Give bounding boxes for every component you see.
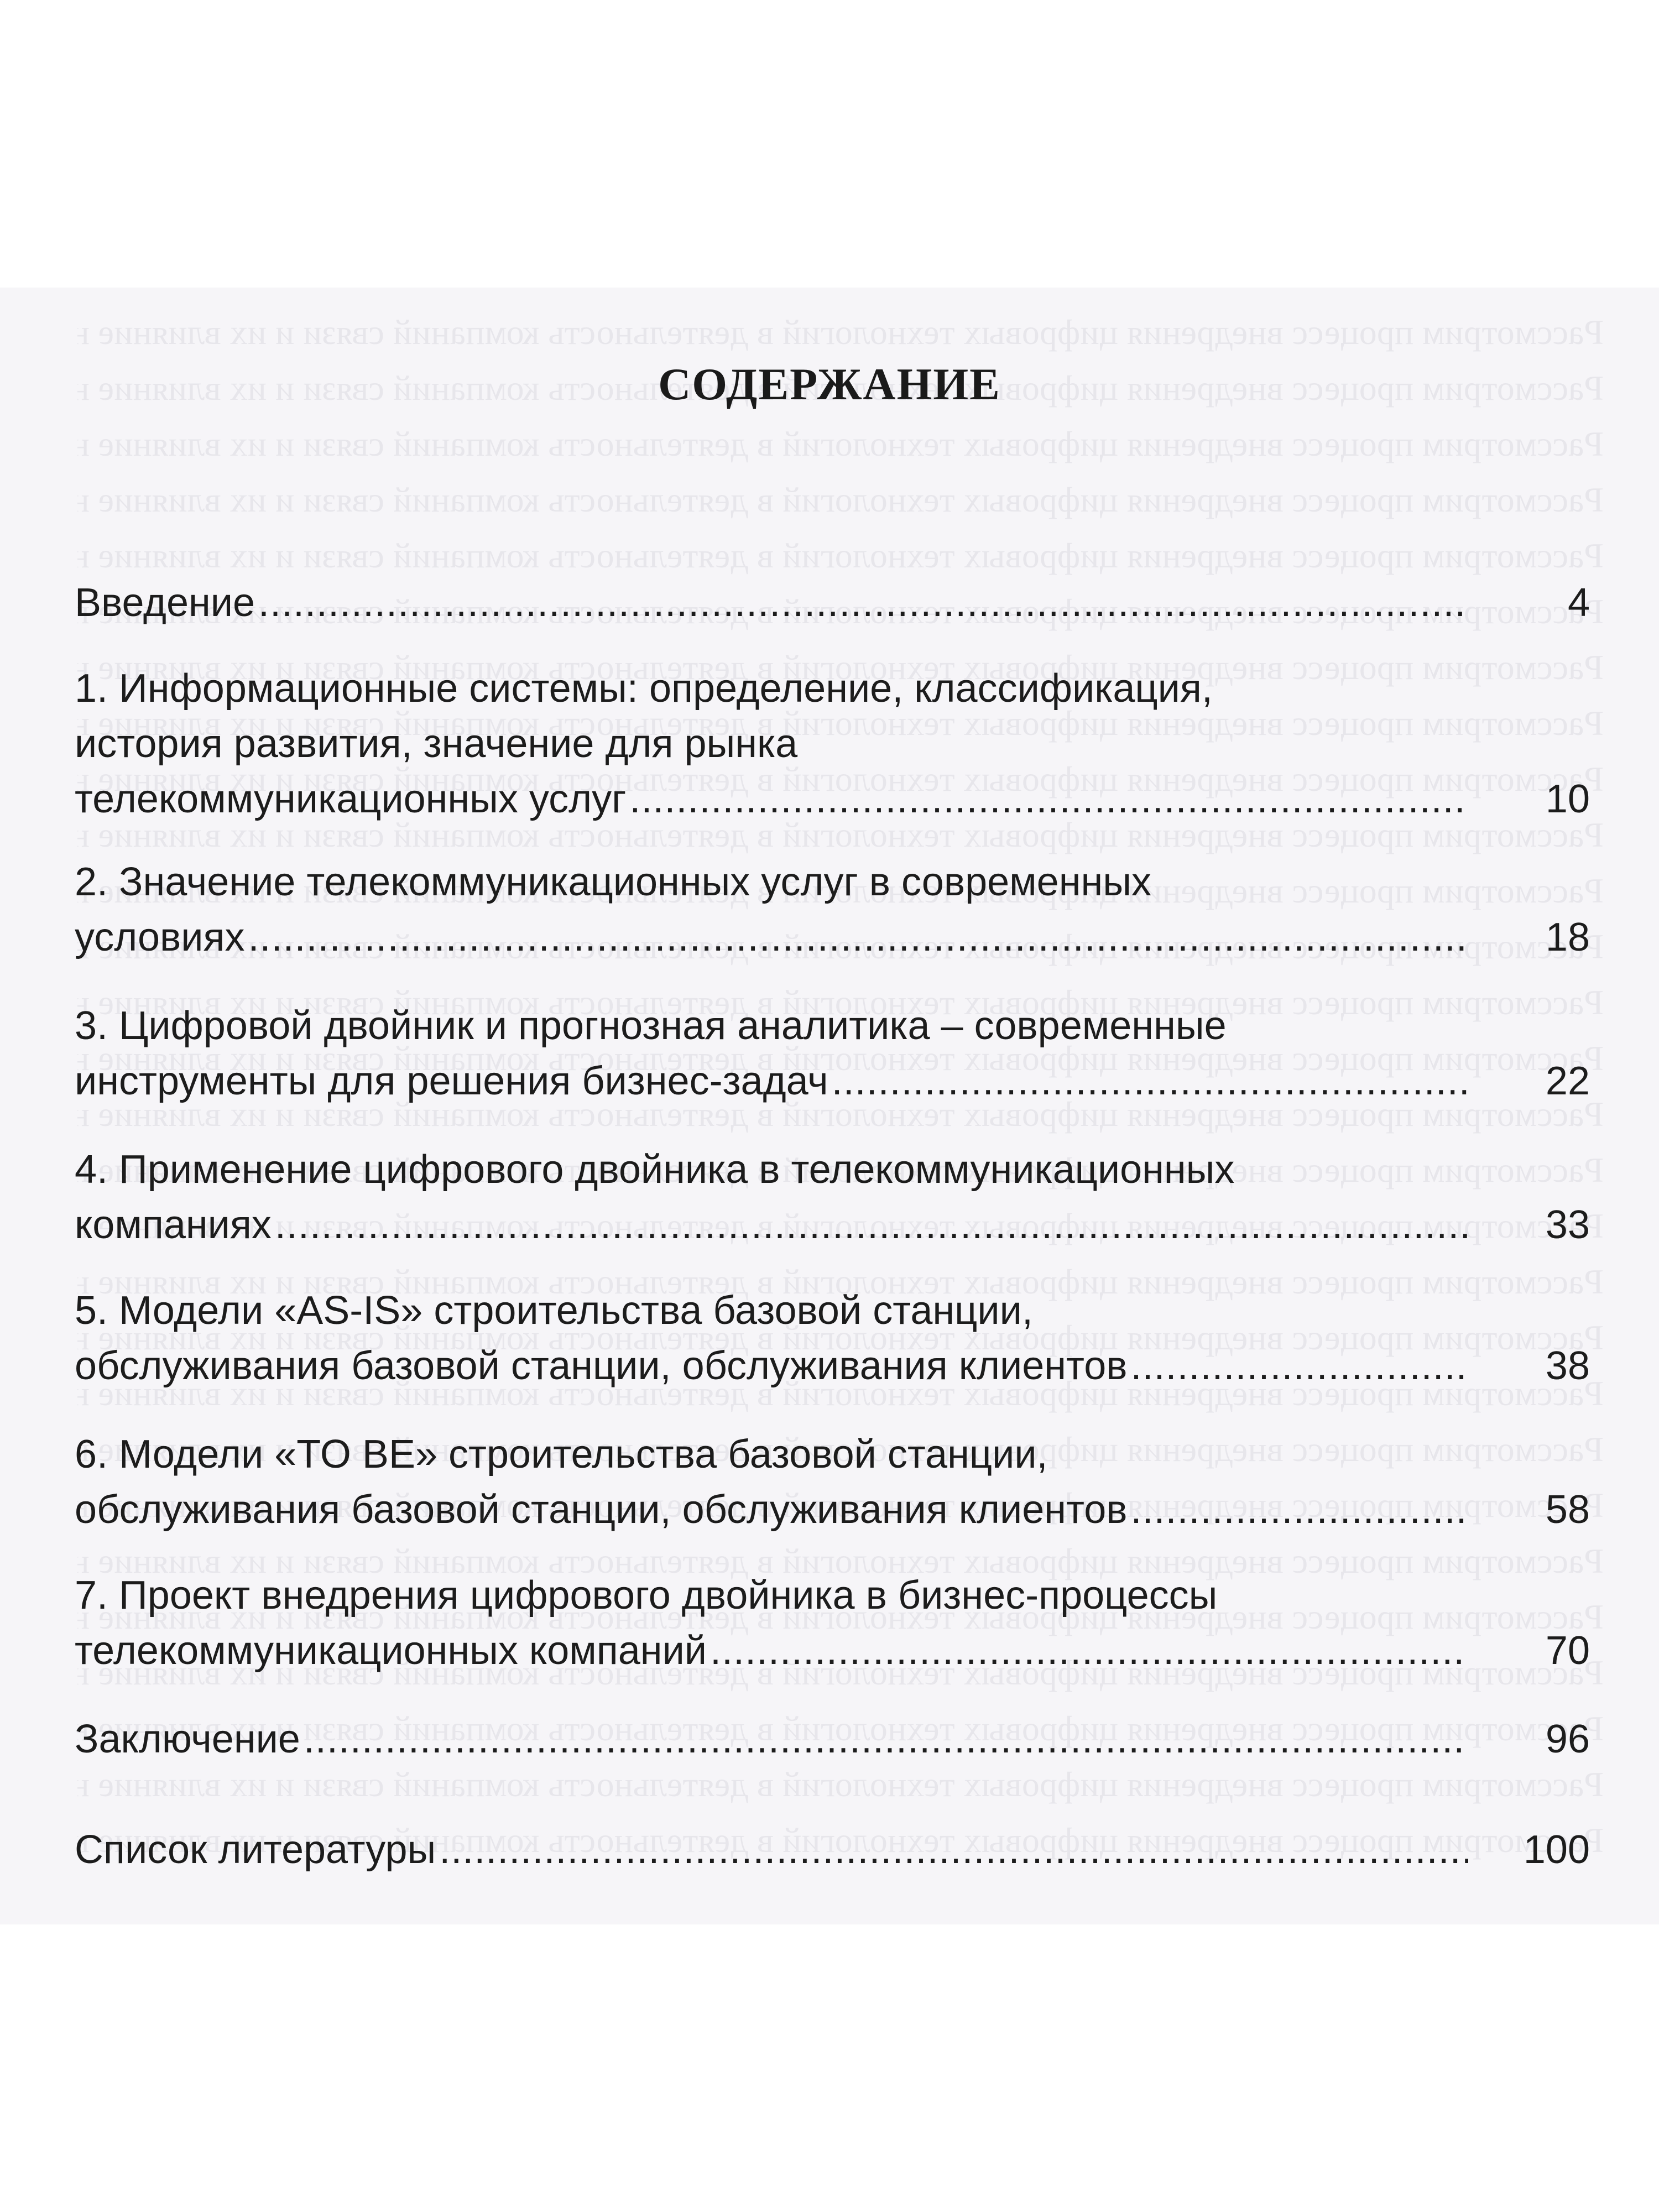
toc-line bbox=[75, 998, 1590, 1053]
toc-line bbox=[75, 1142, 1590, 1197]
toc-line bbox=[75, 1427, 1590, 1482]
toc-entry-title: телекоммуникационных услуг bbox=[75, 777, 627, 821]
dot-leader bbox=[275, 1197, 1468, 1253]
page-number: 33 bbox=[1545, 1203, 1590, 1247]
toc-line bbox=[75, 1712, 1590, 1767]
page-number: 96 bbox=[1545, 1717, 1590, 1761]
page-number: 10 bbox=[1545, 777, 1590, 821]
toc-line bbox=[75, 1568, 1590, 1623]
toc-entry-title: история развития, значение для рынка bbox=[75, 722, 798, 766]
toc-entry[interactable] bbox=[75, 575, 1590, 630]
toc-entry-title: 5. Модели «AS-IS» строительства базовой станции, bbox=[75, 1288, 1033, 1333]
toc-line bbox=[75, 1623, 1590, 1678]
toc-entry-title: 2. Значение телекоммуникационных услуг в современных bbox=[75, 860, 1151, 904]
toc-entry-title: Список литературы bbox=[75, 1828, 436, 1872]
dot-leader bbox=[304, 1712, 1468, 1767]
toc-entry[interactable] bbox=[75, 1283, 1590, 1394]
toc-line bbox=[75, 910, 1590, 965]
toc-entry-title: 1. Информационные системы: определение, классификация, bbox=[75, 666, 1213, 711]
toc-entry-title: компаниях bbox=[75, 1203, 272, 1247]
toc-line bbox=[75, 1197, 1590, 1253]
toc-line bbox=[75, 771, 1590, 827]
dot-leader bbox=[832, 1053, 1468, 1109]
toc-entry-title: 4. Применение цифрового двойника в телекоммуникационных bbox=[75, 1147, 1235, 1192]
toc-line bbox=[75, 716, 1590, 771]
page-title: СОДЕРЖАНИЕ bbox=[658, 359, 1001, 409]
toc-line bbox=[75, 1822, 1590, 1877]
table-of-contents bbox=[0, 288, 1659, 1924]
toc-line bbox=[75, 1283, 1590, 1338]
toc-entry-title: обслуживания базовой станции, обслуживания клиентов bbox=[75, 1488, 1128, 1532]
toc-line bbox=[75, 1338, 1590, 1394]
toc-entry-title: Заключение bbox=[75, 1717, 300, 1761]
toc-line bbox=[75, 575, 1590, 630]
toc-entry-title: телекоммуникационных компаний bbox=[75, 1629, 707, 1673]
toc-entry-title: 6. Модели «TO BE» строительства базовой станции, bbox=[75, 1432, 1048, 1477]
toc-entry[interactable] bbox=[75, 998, 1590, 1109]
toc-entry-title: 7. Проект внедрения цифрового двойника в бизнес-процессы bbox=[75, 1573, 1218, 1618]
toc-entry[interactable] bbox=[75, 1142, 1590, 1253]
dot-leader bbox=[710, 1623, 1468, 1678]
toc-entry-title: Введение bbox=[75, 581, 255, 625]
page-number: 38 bbox=[1545, 1344, 1590, 1388]
toc-entry-title: 3. Цифровой двойник и прогнозная аналитика – современные bbox=[75, 1004, 1227, 1048]
dot-leader bbox=[1131, 1338, 1469, 1394]
book-page bbox=[0, 288, 1659, 1924]
toc-entry[interactable] bbox=[75, 1568, 1590, 1678]
page-number: 18 bbox=[1545, 915, 1590, 959]
toc-entry[interactable] bbox=[75, 854, 1590, 965]
page-number: 22 bbox=[1545, 1059, 1590, 1103]
toc-line bbox=[75, 1053, 1590, 1109]
dot-leader bbox=[629, 771, 1468, 827]
toc-line bbox=[75, 661, 1590, 716]
toc-entry[interactable] bbox=[75, 1822, 1590, 1877]
toc-entry[interactable] bbox=[75, 1427, 1590, 1537]
page-number: 58 bbox=[1545, 1488, 1590, 1532]
page-number: 70 bbox=[1545, 1629, 1590, 1673]
toc-entry[interactable] bbox=[75, 1712, 1590, 1767]
toc-entry[interactable] bbox=[75, 661, 1590, 827]
dot-leader bbox=[439, 1822, 1468, 1877]
toc-line bbox=[75, 854, 1590, 910]
dot-leader bbox=[258, 575, 1468, 630]
dot-leader bbox=[248, 910, 1468, 965]
toc-entry-title: условиях bbox=[75, 915, 245, 959]
toc-entry-title: обслуживания базовой станции, обслуживания клиентов bbox=[75, 1344, 1128, 1388]
toc-line bbox=[75, 1482, 1590, 1537]
toc-entry-title: инструменты для решения бизнес-задач bbox=[75, 1059, 828, 1103]
page-number: 4 bbox=[1567, 581, 1590, 625]
dot-leader bbox=[1131, 1482, 1469, 1537]
page-number: 100 bbox=[1523, 1828, 1590, 1872]
